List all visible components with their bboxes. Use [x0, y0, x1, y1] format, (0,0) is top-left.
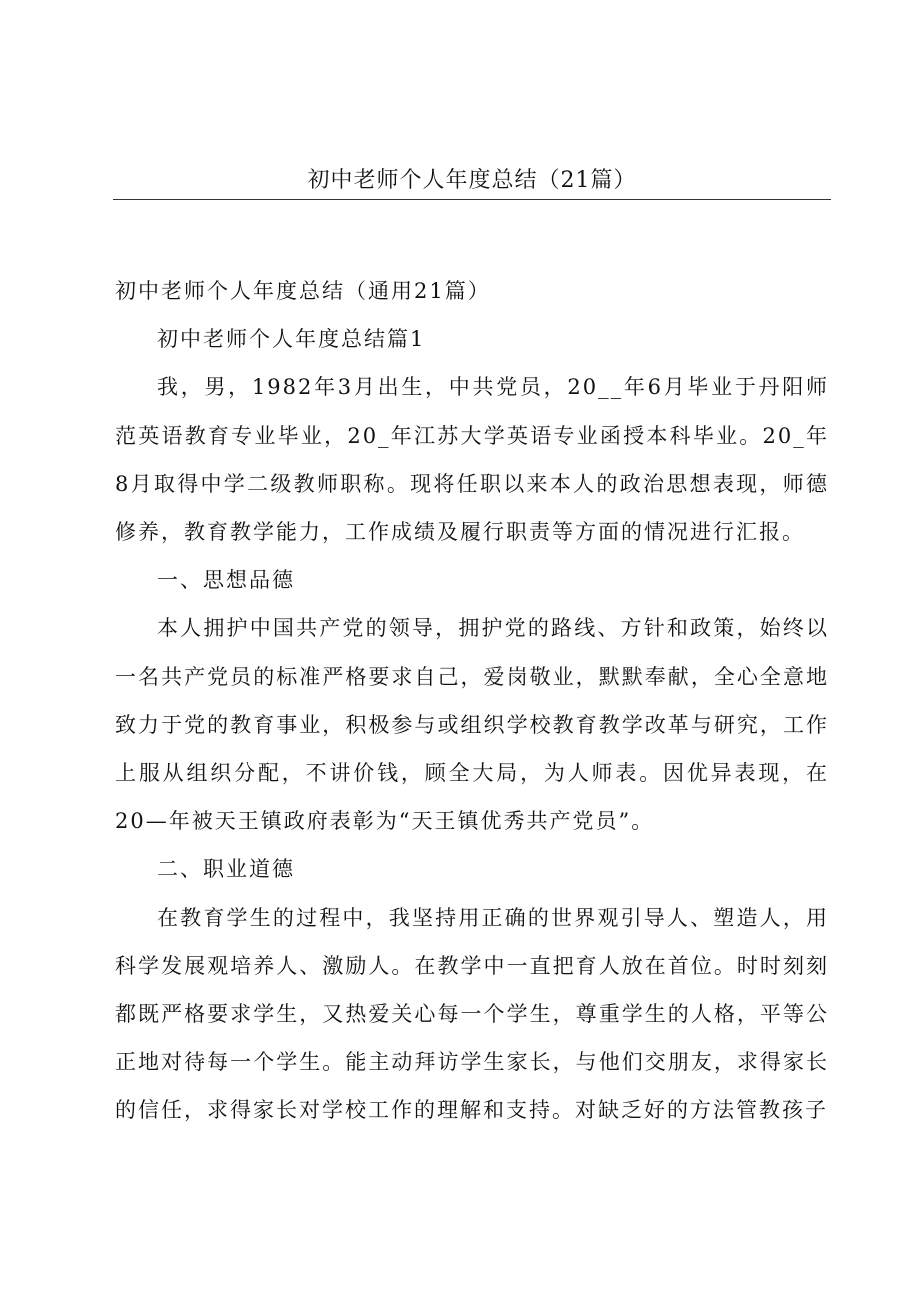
- document-body: [115, 267, 829, 1135]
- paragraph-professional-ethics: 在教育学生的过程中，我坚持用正确的世界观引导人、塑造人，用科学发展观培养人、激励人。在教学中一直把育人放在首位。时时刻刻都既严格要求学生，又热爱关心每一个学生，尊重学生的人格，平等公正地对待每一个学生。能主动拜访学生家长，与他们交朋友，求得家长的信任，求得家长对学校工作的理解和支持。对缺乏好的方法管教孩子: [115, 905, 829, 1123]
- section-heading: 初中老师个人年度总结篇1: [157, 327, 426, 352]
- paragraph-intro: 我，男，1982年3月出生，中共党员，20__年6月毕业于丹阳师范英语教育专业毕业，20_年江苏大学英语专业函授本科毕业。20_年8月取得中学二级教师职称。现将任职以来本人的政治思想表现，师德修养，教育教学能力，工作成绩及履行职责等方面的情况进行汇报。: [115, 375, 829, 545]
- document-title: 初中老师个人年度总结（21篇）: [307, 168, 637, 193]
- paragraph-moral-character: 本人拥护中国共产党的领导，拥护党的路线、方针和政策，始终以一名共产党员的标准严格要求自己，爱岗敬业，默默奉献，全心全意地致力于党的教育事业，积极参与或组织学校教育教学改革与研究，工作上服从组织分配，不讲价钱，顾全大局，为人师表。因优异表现，在20—年被天王镇政府表彰为“天王镇优秀共产党员”。: [115, 616, 829, 834]
- title-underline: [113, 199, 831, 200]
- heading-moral-character: 一、思想品德: [157, 568, 295, 593]
- heading-professional-ethics: 二、职业道德: [157, 857, 295, 882]
- document-subtitle: 初中老师个人年度总结（通用21篇）: [115, 279, 491, 303]
